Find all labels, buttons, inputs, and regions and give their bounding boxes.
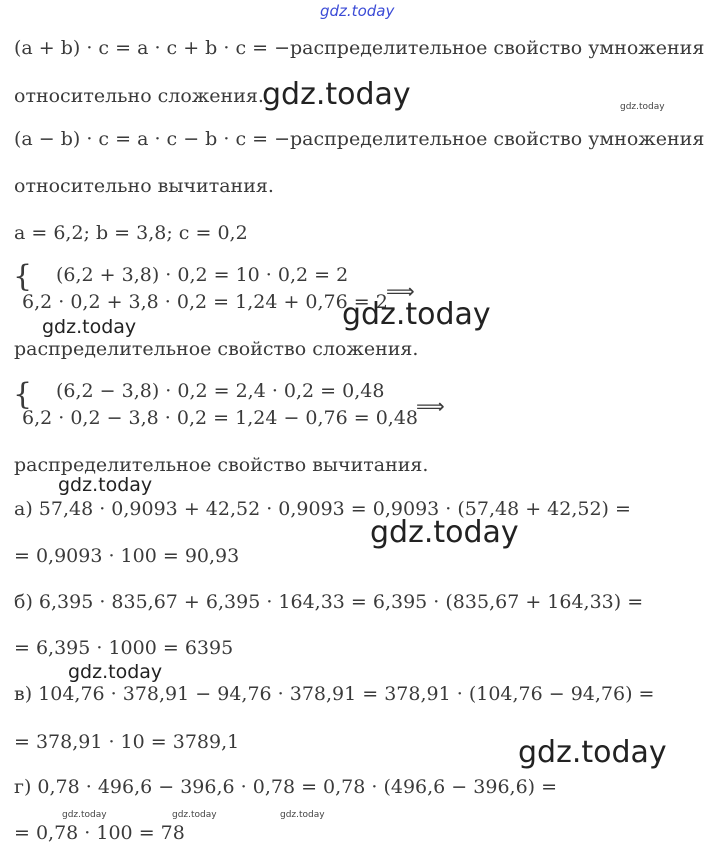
task-a-line1: а) 57,48 · 0,9093 + 42,52 · 0,9093 = 0,9093 · (57,48 + 42,52) =	[14, 498, 631, 520]
watermark: gdz.today	[42, 316, 137, 338]
system1-line2: 6,2 · 0,2 + 3,8 · 0,2 = 1,24 + 0,76 = 2	[22, 291, 388, 313]
watermark: gdz.today	[68, 661, 163, 683]
property-sub-line: (a − b) · c = a · c − b · c = −распределительное свойство умножения	[14, 128, 705, 150]
watermark: gdz.today	[370, 515, 519, 550]
task-v-line1: в) 104,76 · 378,91 − 94,76 · 378,91 = 378,91 · (104,76 − 94,76) =	[14, 683, 655, 705]
system-brace: {	[13, 259, 33, 294]
task-b-line2: = 6,395 · 1000 = 6395	[14, 637, 234, 659]
system2-line2: 6,2 · 0,2 − 3,8 · 0,2 = 1,24 − 0,76 = 0,48	[22, 407, 419, 429]
system1-line1: (6,2 + 3,8) · 0,2 = 10 · 0,2 = 2	[56, 264, 349, 286]
system-brace: {	[13, 377, 33, 412]
task-g-line1: г) 0,78 · 496,6 − 396,6 · 0,78 = 0,78 · (496,6 − 396,6) =	[14, 776, 558, 798]
property-sub-cont: относительно вычитания.	[14, 175, 274, 197]
property-add-line: (a + b) · c = a · c + b · c = −распределительное свойство умножения	[14, 37, 705, 59]
conclusion-sub: распределительное свойство вычитания.	[14, 454, 429, 476]
watermark-small: gdz.today	[280, 810, 325, 820]
watermark: gdz.today	[58, 474, 153, 496]
watermark: gdz.today	[518, 735, 667, 770]
watermark-small: gdz.today	[62, 810, 107, 820]
system2-line1: (6,2 − 3,8) · 0,2 = 2,4 · 0,2 = 0,48	[56, 380, 385, 402]
task-v-line2: = 378,91 · 10 = 3789,1	[14, 731, 240, 753]
task-a-line2: = 0,9093 · 100 = 90,93	[14, 545, 240, 567]
task-b-line1: б) 6,395 · 835,67 + 6,395 · 164,33 = 6,395 · (835,67 + 164,33) =	[14, 591, 644, 613]
task-g-line2: = 0,78 · 100 = 78	[14, 822, 185, 844]
watermark-small: gdz.today	[620, 102, 665, 112]
implies-arrow: ⟹	[386, 279, 415, 303]
implies-arrow: ⟹	[416, 394, 445, 418]
property-add-cont: относительно сложения.	[14, 85, 264, 107]
watermark: gdz.today	[262, 77, 411, 112]
values-line: a = 6,2; b = 3,8; c = 0,2	[14, 222, 248, 244]
watermark-small: gdz.today	[172, 810, 217, 820]
conclusion-add: распределительное свойство сложения.	[14, 338, 419, 360]
watermark: gdz.today	[342, 297, 491, 332]
watermark-top: gdz.today	[320, 2, 395, 20]
